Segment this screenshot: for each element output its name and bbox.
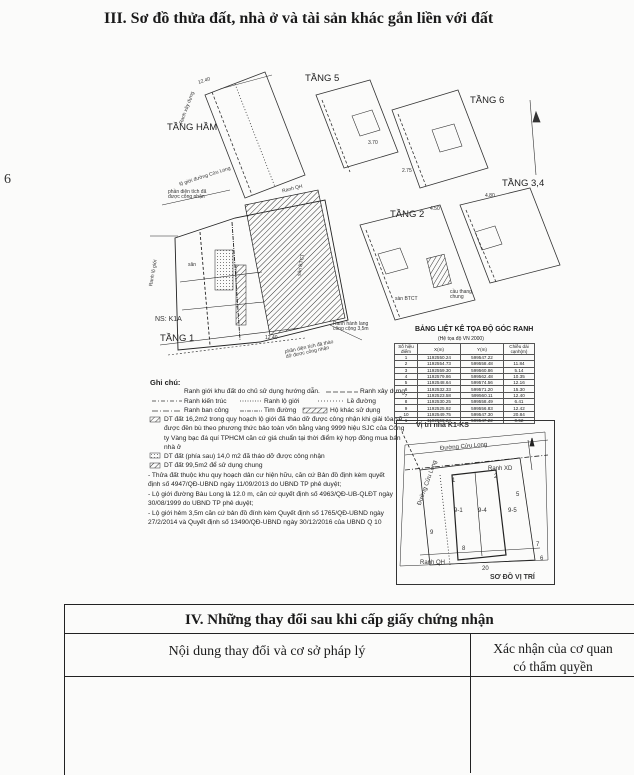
section-4-table: [64, 604, 634, 775]
legend-item: Ranh giới khu đất do chủ sử dụng hướng dẫn.: [184, 388, 320, 395]
dim-label-3: 4.50: [430, 206, 440, 212]
coord-table-cell: 15.30: [504, 386, 535, 392]
section-4-col-changes: Nội dung thay đổi và cơ sở pháp lý: [168, 644, 366, 659]
coord-table-cell: 12.40: [504, 392, 535, 398]
legend-item: Ranh kiến trúc: [184, 398, 227, 405]
legend-item: Hộ khác sử dụng: [330, 407, 381, 414]
floor-label-tang-3-4: TẦNG 3,4: [502, 178, 545, 189]
coord-table-cell: 0.52: [504, 417, 535, 423]
header-cell: Chiều dài cạnh(m): [504, 344, 535, 355]
lo-gioi-label: lộ giới đường Cửu Long: [178, 165, 232, 188]
coord-table-cell: 8: [395, 399, 418, 405]
coord-table-cell: 10: [395, 411, 418, 417]
coord-table-cell: 599562.48: [461, 373, 504, 379]
legend-item: Ranh ban công: [184, 407, 229, 414]
parcel-label: 9: [430, 530, 434, 536]
coord-table-cell: 1192530.25: [418, 399, 461, 405]
dim-label-6: 2.75: [402, 168, 412, 174]
road-label: Ranh XD: [488, 466, 513, 472]
section-4-title: IV. Những thay đổi sau khi cấp giấy chứng nhận: [185, 612, 494, 628]
coord-table-cell: 2: [395, 361, 418, 367]
plan-tang-5: [316, 80, 398, 172]
legend-item: Ranh lộ giới: [264, 398, 300, 405]
coord-table-cell: 6.41: [504, 399, 535, 405]
section-4-col-confirmation: [472, 640, 634, 676]
coord-table-cell: 1192523.58: [418, 392, 461, 398]
legend-item: DT đất 16,2m2 trong quy hoạch lộ giới đã tháo dỡ được công nhận khi giải tỏa sẽ được đền bù theo phương thức bảo toàn vốn bằng vàng 9999 hiệu SJC của Công ty Vàng bạc đá quí TPHCM căn cứ giá chuẩn tại thời điểm ký hợp đồng mua bán nhà ở: [164, 416, 405, 452]
coord-table-cell: 7: [395, 392, 418, 398]
confirmation-line-2: có thẩm quyền: [513, 659, 593, 674]
ranh-qh-label: Ranh QH: [281, 183, 304, 195]
plan-tang-1: [150, 190, 362, 355]
section-3-title: III. Sơ đồ thửa đất, nhà ở và tài sản khác gắn liền với đất: [104, 10, 494, 27]
coord-table-cell: 9: [395, 405, 418, 411]
parcel-label: 9-1: [454, 508, 463, 514]
legend-item: Lề đường: [347, 398, 376, 405]
header-cell: Số hiệu điểm: [395, 344, 418, 355]
legend-note: - Lộ giới đường Bàu Long là 12.0 m, căn cứ quyết định số 4963/QĐ-UB-QLĐT ngày 30/08/1999 do UBND TP phê duyệt;: [148, 491, 393, 508]
floor-label-tang-6: TẦNG 6: [470, 95, 505, 106]
coord-table-cell: 1192579.86: [418, 373, 461, 379]
coord-table-cell: 1192550.24: [418, 355, 461, 361]
road-label: Đường Cửu Long: [416, 459, 439, 507]
ranh-xay-dung-label: Ranh xây dựng: [178, 90, 196, 126]
coord-table-cell: 11.84: [504, 361, 535, 367]
coord-table-cell: 5.14: [504, 367, 535, 373]
san-btct-label: sàn BTCT: [296, 253, 307, 277]
coord-table-cell: 599571.20: [461, 386, 504, 392]
section-4-header-bottom: [64, 676, 634, 677]
parcel-label: 1: [452, 478, 456, 484]
coord-table-cell: 599547.22: [461, 417, 504, 423]
coord-table-cell: 1192554.73: [418, 361, 461, 367]
dim-label-2: 12.40: [265, 335, 278, 341]
coord-table: [394, 343, 535, 424]
header-cell: Y(m): [461, 344, 504, 355]
san-btct-label-2: sàn BTCT: [395, 296, 418, 302]
phan-dien-tich-label: phần diện tích đã được công nhận: [168, 189, 207, 200]
coord-table-title: BẢNG LIỆT KÊ TỌA ĐỘ GÓC RANH: [415, 326, 534, 333]
coord-table-cell: 1192532.33: [418, 386, 461, 392]
plan-tang-2: [360, 205, 475, 320]
header-cell: X(m): [418, 344, 461, 355]
parcel-label: 2: [494, 474, 498, 480]
floor-label-tang-2: TẦNG 2: [390, 209, 425, 220]
parcel-label: 9-5: [508, 508, 517, 514]
legend-item: Tim đường: [264, 407, 297, 414]
coord-table-cell: 599556.83: [461, 405, 504, 411]
location-map-title: Vị trí nhà K1-KS: [416, 422, 469, 429]
coord-table-header: [395, 344, 535, 355]
coord-table-cell: 599560.11: [461, 392, 504, 398]
coord-table-cell: 6: [395, 386, 418, 392]
confirmation-line-1: Xác nhận của cơ quan: [493, 641, 613, 656]
san-label: sân: [188, 262, 197, 268]
coord-table-cell: 10.35: [504, 373, 535, 379]
coord-table-cell: 1192525.92: [418, 405, 461, 411]
road-label: Ranh QH: [420, 560, 446, 566]
coord-table-cell: 5: [395, 380, 418, 386]
dim-label-4: 4.80: [485, 193, 495, 199]
location-map-caption: SƠ ĐỒ VỊ TRÍ: [490, 574, 535, 581]
coord-table-cell: 1192559.30: [418, 367, 461, 373]
floor-label-tang-1: TẦNG 1: [160, 333, 195, 344]
coord-table-cell: 599558.48: [461, 361, 504, 367]
margin-mark: 6: [4, 172, 11, 187]
legend-item: DT đất 99,5m2 để sử dụng chung: [164, 462, 263, 469]
coord-table-cell: 599558.49: [461, 399, 504, 405]
road-label: Đường Cửu Long: [439, 441, 488, 453]
parcel-label: 7: [536, 542, 540, 548]
parcel-label: 9-4: [478, 508, 487, 514]
coord-table-cell: 599560.86: [461, 367, 504, 373]
plan-tang-6: [392, 90, 540, 188]
coord-table-cell: 12.42: [504, 405, 535, 411]
dim-label-5: 3.70: [368, 140, 378, 146]
coord-table-cell: 599574.56: [461, 380, 504, 386]
legend-note: - Thửa đất thuộc khu quy hoạch dân cư hiện hữu, căn cứ Bản đồ định kèm quyết định số 4947/QĐ-UBND ngày 11/09/2013 do UBND TP phê duyệt;: [148, 472, 385, 489]
parcel-label: 8: [462, 546, 466, 552]
coord-table-cell: 3: [395, 367, 418, 373]
coord-table-cell: 599547.22: [461, 355, 504, 361]
ranh-hanh-lang-label: Ranh hành lang công cộng 3,5m: [333, 321, 369, 332]
parcel-label: 5: [516, 492, 520, 498]
legend-item: DT đất (phía sau) 14,0 m2 đã tháo dỡ được công nhận: [164, 453, 325, 460]
ranh-lo-gioi-label: Ranh lộ giới: [148, 259, 159, 287]
plan-tang-3-4: [460, 188, 560, 283]
floor-label-tang-5: TẦNG 5: [305, 73, 340, 84]
coord-table-cell: 1192550.24: [418, 417, 461, 423]
dien-tich-thao-do-label: phần diện tích đã tháo dỡ được công nhận: [284, 339, 334, 361]
coord-table-cell: 4: [395, 373, 418, 379]
section-4-divider: [64, 633, 634, 634]
ns-k1a-label: NS: K1A: [155, 316, 182, 323]
coord-table-cell: 20.84: [504, 411, 535, 417]
coord-table-cell: 12.16: [504, 380, 535, 386]
legend-title: Ghi chú:: [150, 378, 181, 387]
dim-label: 12.40: [197, 76, 212, 86]
coord-table-cell: 1: [395, 355, 418, 361]
cau-thang-label: cầu thang chung: [450, 289, 472, 300]
legend-item: Ranh xây dựng: [360, 388, 406, 395]
coord-table-cell: 1192548.64: [418, 380, 461, 386]
coord-table-cell: 1: [395, 417, 418, 423]
legend-note: - Lộ giới hẻm 3,5m căn cứ bản đồ đính kèm Quyết định số 1765/QĐ-UBND ngày 27/2/2014 và Quyết định số 13490/QĐ-UBND ngày 30/12/2016 của UBND Q 10: [148, 510, 384, 527]
parcel-label: 6: [540, 556, 544, 562]
coord-table-cell: 599547.30: [461, 411, 504, 417]
section-4-column-divider: [470, 633, 471, 773]
parcel-label: 20: [482, 566, 489, 572]
coord-table-cell: 1192549.75: [418, 411, 461, 417]
coord-table-subtitle: (Hệ tọa độ VN 2000): [438, 336, 484, 342]
plan-tang-ham: [205, 72, 305, 198]
floor-label-tang-ham: TẦNG HẦM: [167, 122, 218, 133]
